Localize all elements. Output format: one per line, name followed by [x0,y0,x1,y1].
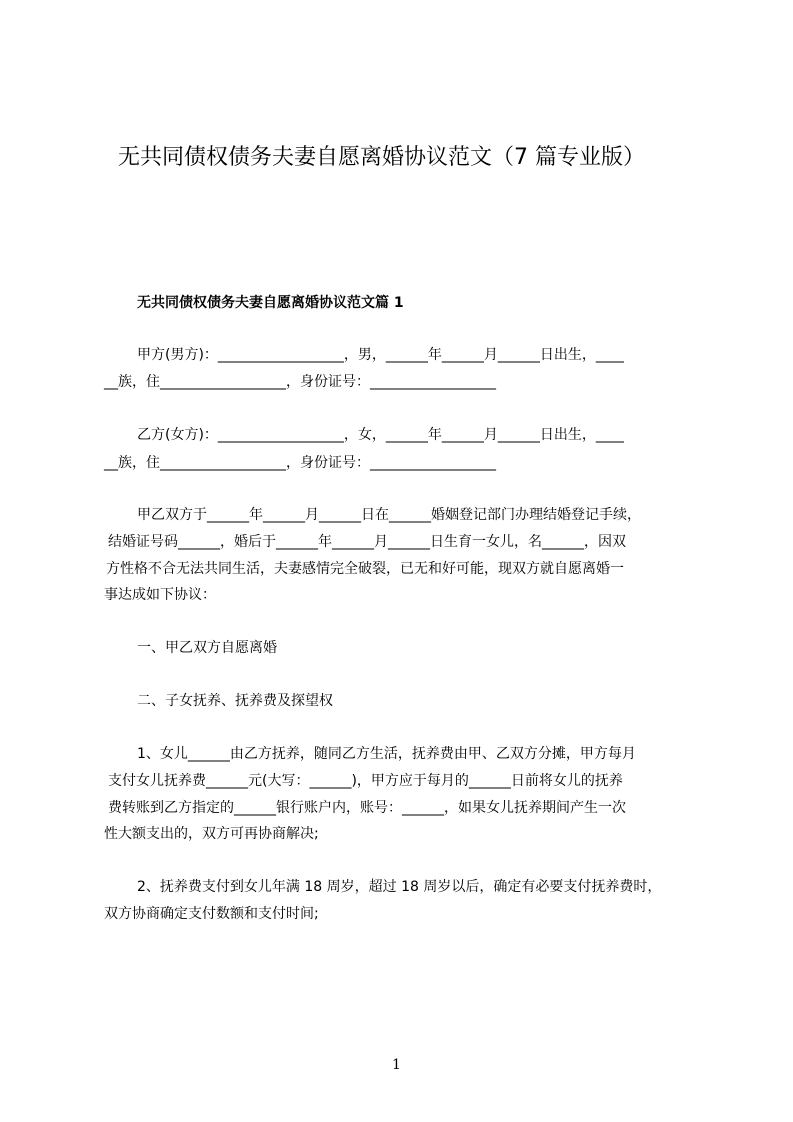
intro-line-3: 方性格不合无法共同生活，夫妻感情完全破裂，已无和好可能，现双方就自愿离婚一 [106,561,624,577]
item-2-line-2: 双方协商确定支付数额和支付时间; [104,906,319,922]
party-a-line-2: __族，住__________________，身份证号：__________________ [104,374,496,390]
item-2-line-1: 2、抚养费支付到女儿年满 18 周岁，超过 18 周岁以后，确定有必要支付抚养费时， [137,879,662,895]
item-1-line-1: 1、女儿______由乙方抚养，随同乙方生活，抚养费由甲、乙双方分摊，甲方每月 [137,746,636,762]
clause-2: 二、子女抚养、抚养费及探望权 [137,693,333,709]
clause-1: 一、甲乙双方自愿离婚 [137,640,277,656]
intro-line-1: 甲乙双方于______年______月______日在______婚姻登记部门办理结婚登记手续， [137,507,641,523]
item-1-line-3: 费转账到乙方指定的______银行账户内，账号：______，如果女儿抚养期间产生一次 [108,800,626,816]
party-a-line-1: 甲方(男方)：__________________，男，______年______月______日出生，____ [137,347,624,363]
item-1-line-2: 支付女儿抚养费______元(大写：______)，甲方应于每月的______日前将女儿的抚养 [108,773,623,789]
party-b-line-1: 乙方(女方)：__________________，女，______年______月______日出生，____ [137,427,624,443]
section-title: 无共同债权债务夫妻自愿离婚协议范文篇 1 [137,295,404,311]
document-title: 无共同债权债务夫妻自愿离婚协议范文（7 篇专业版） [118,145,645,170]
intro-line-4: 事达成如下协议： [104,587,216,603]
item-1-line-4: 性大额支出的，双方可再协商解决; [104,826,319,842]
intro-line-2: 结婚证号码______，婚后于______年______月______日生育一女儿，名______，因双 [108,534,626,550]
party-b-line-2: __族，住__________________，身份证号：__________________ [104,455,496,471]
page-number: 1 [392,1057,401,1073]
